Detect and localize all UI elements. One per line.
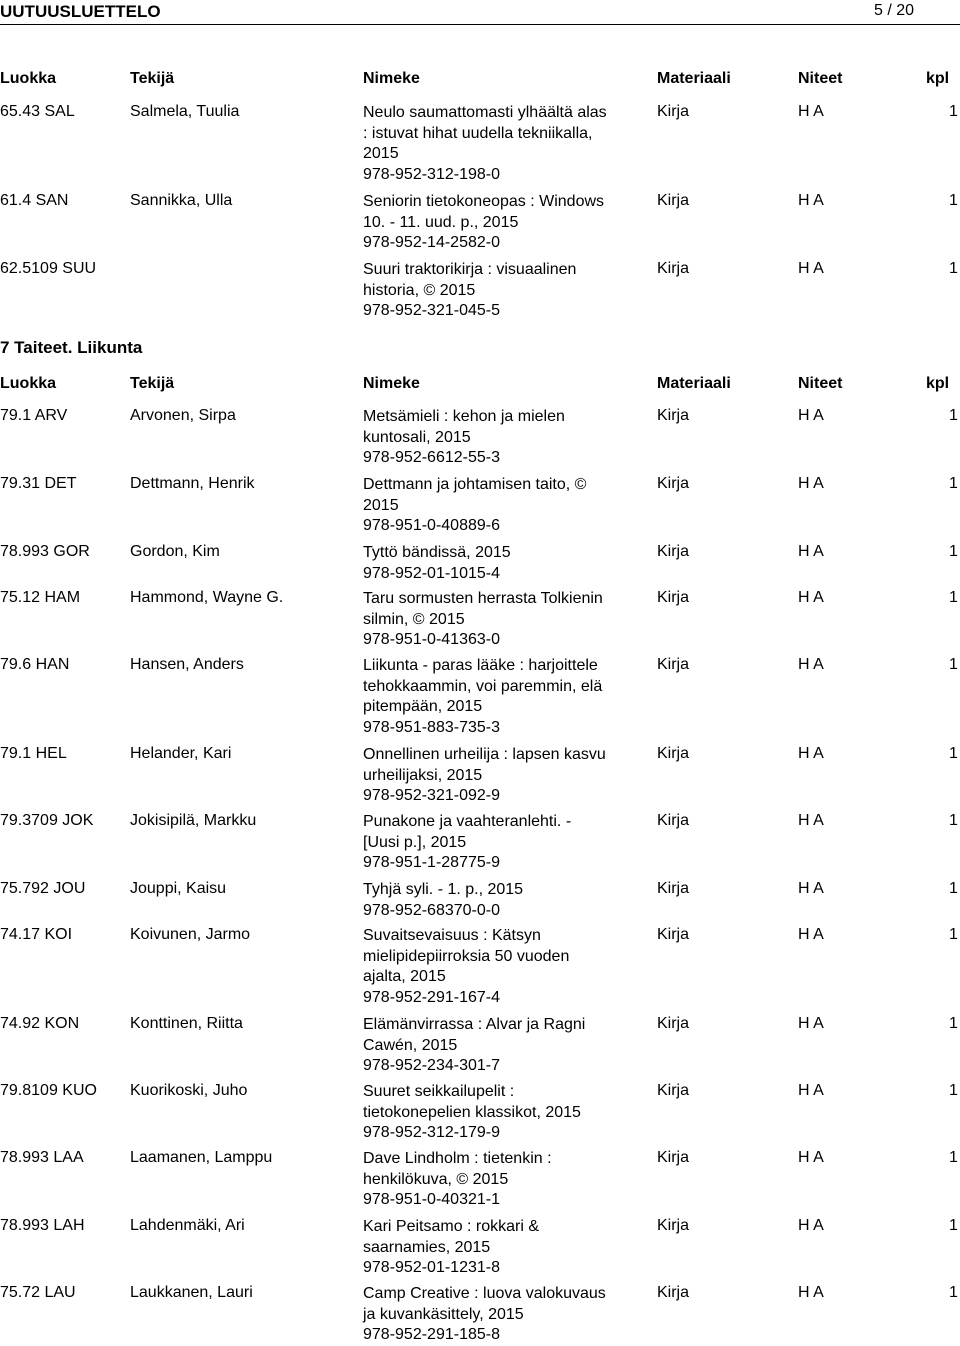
title-line: Tyhjä syli. - 1. p., 2015 [363, 881, 524, 898]
copies-location: H A [798, 812, 824, 829]
author: Dettmann, Henrik [130, 475, 255, 492]
title-line: henkilökuva, © 2015 [363, 1170, 509, 1188]
title-line: Punakone ja vaahteranlehti. - [363, 813, 572, 830]
class-code: 61.4 SAN [0, 192, 69, 209]
col-luokka: Luokka [0, 375, 57, 392]
material: Kirja [657, 260, 690, 277]
material: Kirja [657, 1284, 690, 1301]
copies-location: H A [798, 745, 824, 762]
copies-location: H A [798, 1149, 824, 1166]
title-block [363, 103, 619, 186]
title-block [363, 745, 619, 807]
count: 1 [949, 656, 958, 673]
isbn: 978-952-321-092-9 [363, 787, 500, 805]
col-materiaali: Materiaali [657, 70, 731, 87]
title-line: urheilijaksi, 2015 [363, 766, 483, 784]
class-code: 78.993 GOR [0, 543, 90, 560]
material: Kirja [657, 475, 690, 492]
title-line: kuntosali, 2015 [363, 428, 471, 446]
title-line: 10. - 11. uud. p., 2015 [363, 213, 519, 231]
title-line: Metsämieli : kehon ja mielen [363, 408, 565, 425]
material: Kirja [657, 543, 690, 560]
isbn: 978-951-883-735-3 [363, 719, 500, 737]
material: Kirja [657, 1082, 690, 1099]
isbn: 978-952-01-1015-4 [363, 564, 500, 582]
title-line: silmin, © 2015 [363, 610, 465, 628]
title-block [363, 407, 619, 469]
class-code: 79.1 HEL [0, 745, 67, 762]
title-line: Camp Creative : luova valokuvaus [363, 1285, 606, 1302]
material: Kirja [657, 407, 690, 424]
page-number: 5 / 20 [873, 2, 914, 19]
title-line: Liikunta - paras lääke : harjoittele [363, 657, 598, 674]
material: Kirja [657, 589, 690, 606]
title-line: 2015 [363, 496, 399, 514]
count: 1 [949, 260, 958, 277]
column-header-row [0, 375, 960, 395]
isbn: 978-951-0-40321-1 [363, 1191, 500, 1209]
count: 1 [949, 1015, 958, 1032]
material: Kirja [657, 656, 690, 673]
document-title: UUTUUSLUETTELO [0, 2, 161, 21]
title-line: Tyttö bändissä, 2015 [363, 544, 511, 561]
title-line: Neulo saumattomasti ylhäältä alas [363, 104, 607, 121]
title-line: historia, © 2015 [363, 281, 476, 299]
copies-location: H A [798, 103, 824, 120]
title-block [363, 589, 619, 651]
copies-location: H A [798, 543, 824, 560]
col-tekija: Tekijä [130, 375, 175, 392]
title-block [363, 543, 619, 584]
author: Kuorikoski, Juho [130, 1082, 248, 1099]
copies-location: H A [798, 589, 824, 606]
copies-location: H A [798, 475, 824, 492]
section-title: 7 Taiteet. Liikunta [0, 338, 143, 357]
title-line: Onnellinen urheilija : lapsen kasvu [363, 746, 606, 763]
author: Konttinen, Riitta [130, 1015, 243, 1032]
author: Hammond, Wayne G. [130, 589, 284, 606]
col-kpl: kpl [926, 375, 950, 392]
title-line: Kari Peitsamo : rokkari & [363, 1218, 540, 1235]
class-code: 79.3709 JOK [0, 812, 94, 829]
title-block [363, 260, 619, 322]
title-block [363, 1149, 619, 1211]
col-materiaali: Materiaali [657, 375, 731, 392]
col-nimeke: Nimeke [363, 70, 420, 87]
title-block [363, 926, 619, 1009]
author: Salmela, Tuulia [130, 103, 240, 120]
material: Kirja [657, 1015, 690, 1032]
class-code: 79.31 DET [0, 475, 77, 492]
col-niteet: Niteet [798, 70, 843, 87]
material: Kirja [657, 745, 690, 762]
title-block [363, 656, 619, 739]
page-header [0, 0, 960, 24]
col-kpl: kpl [926, 70, 950, 87]
copies-location: H A [798, 656, 824, 673]
title-line: [Uusi p.], 2015 [363, 833, 467, 851]
title-line: tietokonepelien klassikot, 2015 [363, 1103, 581, 1121]
isbn: 978-951-0-41363-0 [363, 631, 500, 649]
count: 1 [949, 589, 958, 606]
class-code: 62.5109 SUU [0, 260, 97, 277]
count: 1 [949, 1217, 958, 1234]
title-line: Elämänvirrassa : Alvar ja Ragni [363, 1016, 586, 1033]
class-code: 78.993 LAA [0, 1149, 84, 1166]
title-line: : istuvat hihat uudella tekniikalla, [363, 124, 593, 142]
copies-location: H A [798, 880, 824, 897]
material: Kirja [657, 880, 690, 897]
count: 1 [949, 192, 958, 209]
count: 1 [949, 543, 958, 560]
copies-location: H A [798, 1082, 824, 1099]
author: Sannikka, Ulla [130, 192, 233, 209]
material: Kirja [657, 192, 690, 209]
title-line: Cawén, 2015 [363, 1036, 458, 1054]
isbn: 978-952-234-301-7 [363, 1057, 500, 1075]
isbn: 978-952-312-198-0 [363, 166, 500, 184]
count: 1 [949, 812, 958, 829]
count: 1 [949, 745, 958, 762]
class-code: 75.72 LAU [0, 1284, 76, 1301]
class-code: 79.6 HAN [0, 656, 70, 673]
title-line: saarnamies, 2015 [363, 1238, 491, 1256]
title-block [363, 812, 619, 874]
isbn: 978-951-1-28775-9 [363, 854, 500, 872]
count: 1 [949, 1149, 958, 1166]
material: Kirja [657, 812, 690, 829]
isbn: 978-952-68370-0-0 [363, 901, 500, 919]
title-line: Taru sormusten herrasta Tolkienin [363, 590, 603, 607]
copies-location: H A [798, 1015, 824, 1032]
class-code: 74.92 KON [0, 1015, 80, 1032]
title-line: Suuret seikkailupelit : [363, 1083, 515, 1100]
title-block [363, 1082, 619, 1144]
author: Jouppi, Kaisu [130, 880, 227, 897]
title-line: Seniorin tietokoneopas : Windows [363, 193, 605, 210]
count: 1 [949, 880, 958, 897]
class-code: 79.8109 KUO [0, 1082, 97, 1099]
copies-location: H A [798, 926, 824, 943]
col-niteet: Niteet [798, 375, 843, 392]
copies-location: H A [798, 1284, 824, 1301]
author: Hansen, Anders [130, 656, 244, 673]
title-line: Dave Lindholm : tietenkin : [363, 1150, 552, 1167]
header-divider [0, 24, 960, 25]
copies-location: H A [798, 1217, 824, 1234]
col-nimeke: Nimeke [363, 375, 420, 392]
title-block [363, 1284, 619, 1346]
isbn: 978-952-312-179-9 [363, 1124, 500, 1142]
author: Helander, Kari [130, 745, 232, 762]
author: Laukkanen, Lauri [130, 1284, 253, 1301]
title-line: Suvaitsevaisuus : Kätsyn [363, 927, 541, 944]
count: 1 [949, 475, 958, 492]
author: Laamanen, Lamppu [130, 1149, 273, 1166]
title-block [363, 475, 619, 537]
column-header-row [0, 70, 960, 90]
count: 1 [949, 407, 958, 424]
title-line: tehokkaammin, voi paremmin, elä [363, 677, 603, 695]
count: 1 [949, 1082, 958, 1099]
class-code: 75.12 HAM [0, 589, 81, 606]
isbn: 978-952-321-045-5 [363, 302, 500, 320]
copies-location: H A [798, 407, 824, 424]
isbn: 978-952-6612-55-3 [363, 449, 500, 467]
author: Lahdenmäki, Ari [130, 1217, 245, 1234]
isbn: 978-952-14-2582-0 [363, 234, 500, 252]
isbn: 978-952-291-167-4 [363, 989, 500, 1007]
count: 1 [949, 103, 958, 120]
material: Kirja [657, 103, 690, 120]
author: Gordon, Kim [130, 543, 220, 560]
author: Jokisipilä, Markku [130, 812, 257, 829]
title-line: 2015 [363, 145, 399, 163]
class-code: 75.792 JOU [0, 880, 86, 897]
count: 1 [949, 1284, 958, 1301]
class-code: 78.993 LAH [0, 1217, 85, 1234]
copies-location: H A [798, 192, 824, 209]
isbn: 978-951-0-40889-6 [363, 517, 500, 535]
col-luokka: Luokka [0, 70, 57, 87]
count: 1 [949, 926, 958, 943]
title-line: mielipidepiirroksia 50 vuoden [363, 947, 570, 965]
title-block [363, 880, 619, 921]
title-block [363, 192, 619, 254]
class-code: 74.17 KOI [0, 926, 73, 943]
class-code: 79.1 ARV [0, 407, 68, 424]
author: Arvonen, Sirpa [130, 407, 236, 424]
material: Kirja [657, 1217, 690, 1234]
material: Kirja [657, 926, 690, 943]
class-code: 65.43 SAL [0, 103, 75, 120]
material: Kirja [657, 1149, 690, 1166]
title-block [363, 1217, 619, 1279]
title-line: ajalta, 2015 [363, 968, 446, 986]
isbn: 978-952-291-185-8 [363, 1326, 500, 1344]
title-line: Suuri traktorikirja : visuaalinen [363, 261, 577, 278]
title-line: pitempään, 2015 [363, 698, 483, 716]
col-tekija: Tekijä [130, 70, 175, 87]
isbn: 978-952-01-1231-8 [363, 1259, 500, 1277]
title-line: ja kuvankäsittely, 2015 [363, 1305, 524, 1323]
copies-location: H A [798, 260, 824, 277]
author: Koivunen, Jarmo [130, 926, 251, 943]
title-block [363, 1015, 619, 1077]
title-line: Dettmann ja johtamisen taito, © [363, 476, 587, 493]
